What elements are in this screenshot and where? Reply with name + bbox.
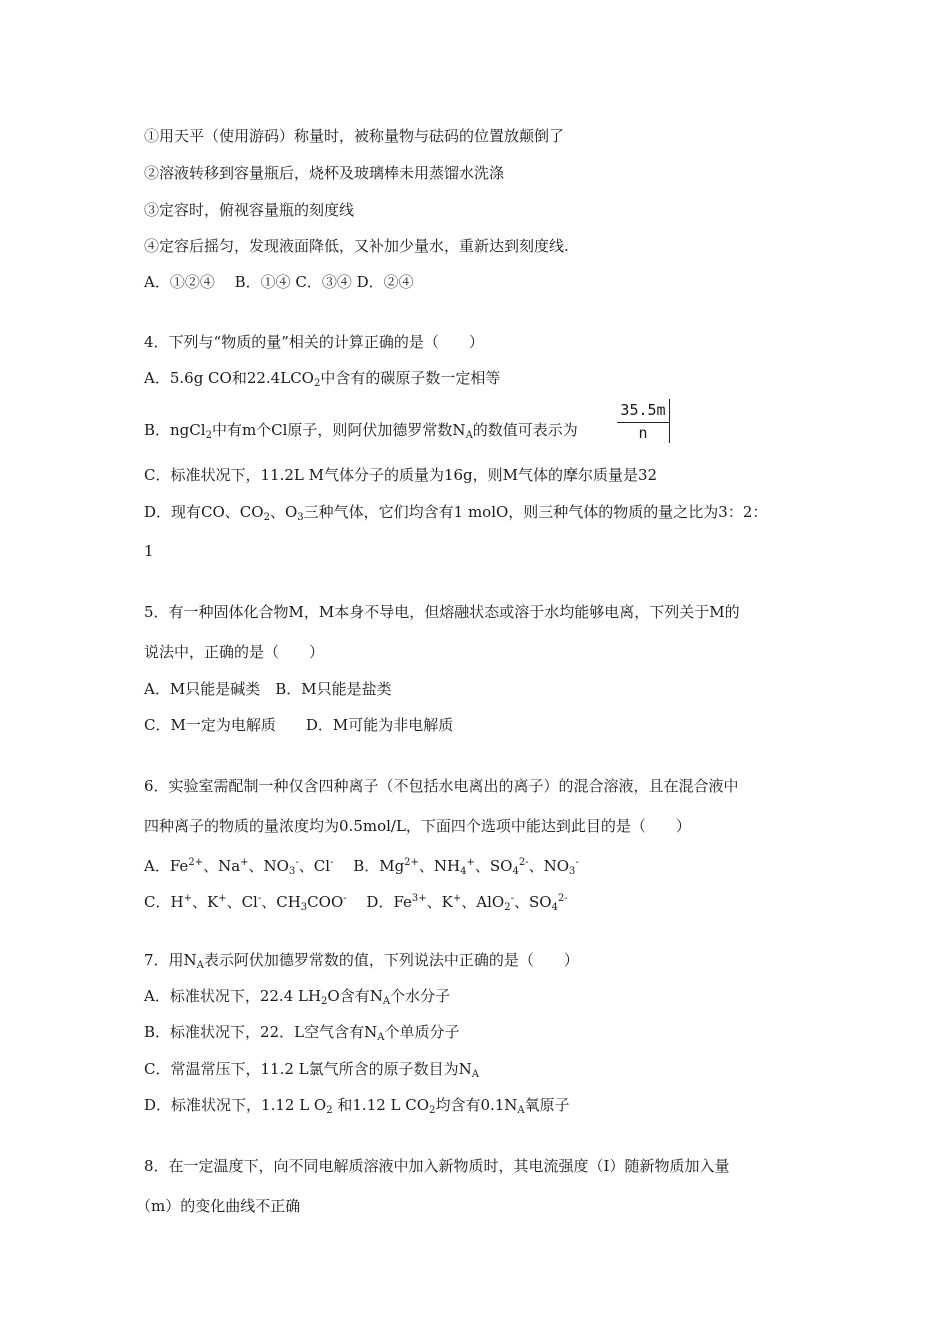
- q4-option-c: C．标准状况下，11.2L M气体分子的质量为16g，则M气体的摩尔质量是32: [144, 466, 658, 484]
- q7-option-a: A．标准状况下，22.4 $LH_2O$含有$N_A$个水分子: [144, 987, 451, 1007]
- fraction-35.5m-over-n: [617, 399, 670, 443]
- q5-options-cd: C．M一定为电解质 D．M可能为非电解质: [144, 716, 454, 734]
- q4-stem: 4．下列与“物质的量”相关的计算正确的是（ ）: [144, 333, 484, 351]
- q5-options-ab: A．M只能是碱类 B．M只能是盐类: [144, 680, 392, 698]
- q4-option-a: A．5.6g CO和$22.4LCO_2$中含有的碳原子数一定相等: [144, 369, 501, 389]
- q6-stem-line2: 四种离子的物质的量浓度均为0.5mol/L，下面四个选项中能达到此目的是（ ）: [144, 817, 691, 835]
- prior-item-2: ②溶液转移到容量瓶后，烧杯及玻璃棒未用蒸馏水洗涤: [144, 164, 505, 182]
- q8-stem-line1: 8．在一定温度下，向不同电解质溶液中加入新物质时，其电流强度（I）随新物质加入量: [144, 1157, 730, 1175]
- q6-options-ab: A．$Fe^{2+}$、Na+、$NO_3^-$、Cl- B．$Mg^{2+}$、$NH_4^+$、$SO_4^{2-}$、$NO_3^-$: [144, 857, 579, 877]
- q7-option-d: D．标准状况下，1.12 L $O_2$ 和1.12 L $CO_2$均含有$0.1N_A$氧原子: [144, 1096, 570, 1116]
- q7-option-b: B．标准状况下，22．L空气含有$N_A$个单质分子: [144, 1023, 460, 1043]
- q5-stem-line2: 说法中，正确的是（ ）: [144, 643, 325, 661]
- prior-item-3: ③定容时，俯视容量瓶的刻度线: [144, 201, 355, 219]
- q7-option-c: C．常温常压下，11.2 L氯气所含的原子数目为$N_A$: [144, 1060, 479, 1080]
- q7-stem: 7．用$N_A$表示阿伏加德罗常数的值，下列说法中正确的是（ ）: [144, 951, 579, 971]
- q6-options-cd: C．H+、K+、Cl-、$CH_3COO^-$ D．$Fe^{3+}$、K+、AlO$_2$-、$SO_4^{2-}$: [144, 893, 568, 913]
- fraction-bar: [617, 422, 669, 423]
- q4-option-d-continued: 1: [144, 542, 154, 560]
- prior-item-1: ①用天平（使用游码）称量时，被称量物与砝码的位置放颠倒了: [144, 127, 565, 145]
- q4-option-b: B．ngCl$_2$中有m个Cl原子，则阿伏加德罗常数$N_A$的数值可表示为: [144, 421, 578, 441]
- q5-stem-line1: 5．有一种固体化合物M，M本身不导电，但熔融状态或溶于水均能够电离，下列关于M的: [144, 603, 740, 621]
- prior-item-4: ④定容后摇匀，发现液面降低，又补加少量水，重新达到刻度线.: [144, 237, 569, 255]
- q4-option-d: D．现有CO、$CO_2$、$O_3$三种气体，它们均含有1 molO，则三种气体的物质的量之比为3：2：: [144, 503, 768, 523]
- prior-options: A．①②④ B．①④ C．③④ D．②④: [144, 273, 414, 291]
- fraction-denominator: n: [638, 424, 648, 442]
- q8-stem-line2: （m）的变化曲线不正确: [136, 1197, 301, 1215]
- fraction-numerator: 35.5m: [620, 401, 666, 419]
- q6-stem-line1: 6．实验室需配制一种仅含四种离子（不包括水电离出的离子）的混合溶液，且在混合液中: [144, 777, 739, 795]
